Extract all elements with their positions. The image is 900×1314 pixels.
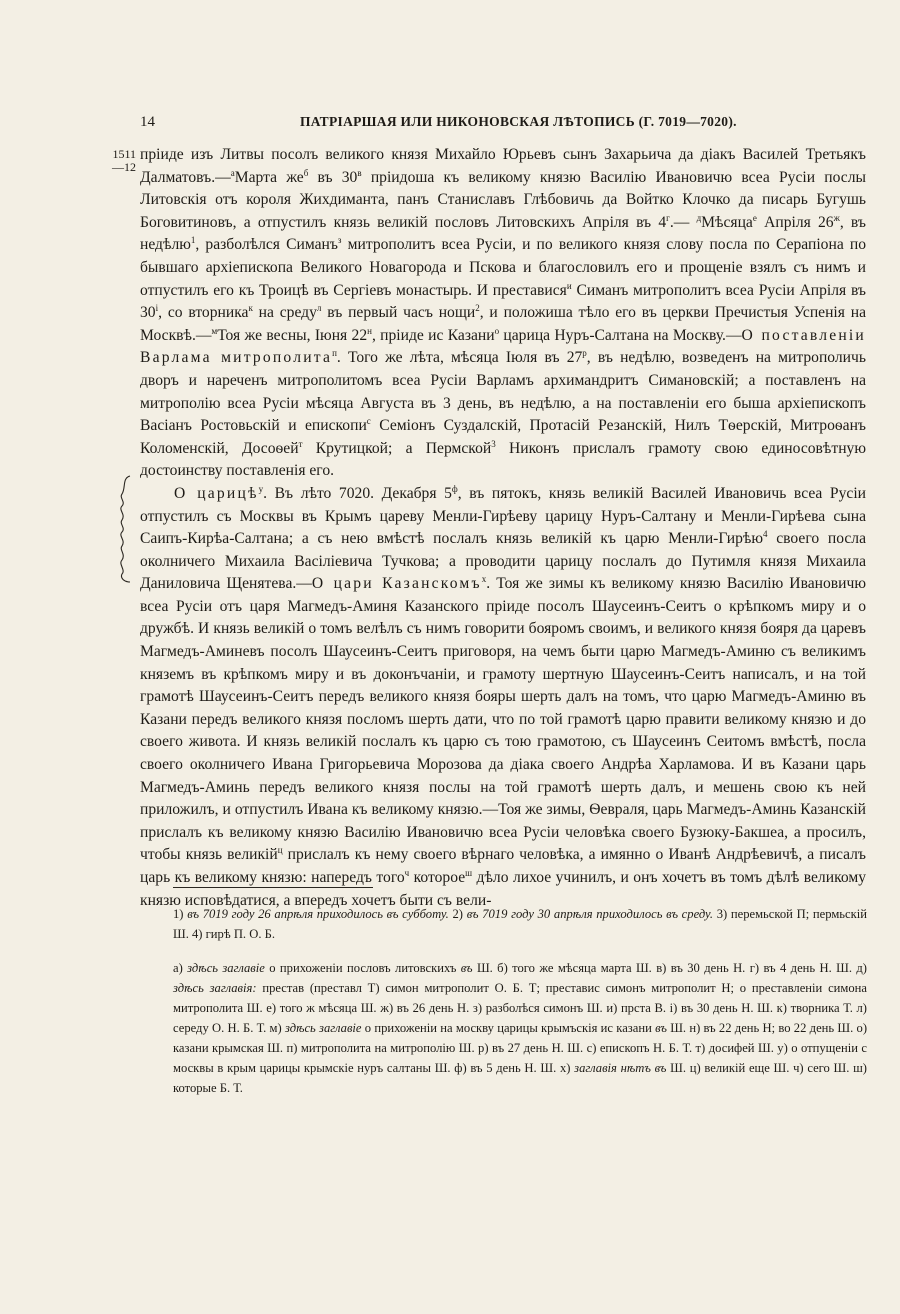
text-run: Апрiля 26 — [756, 213, 834, 231]
text-run: своего посла околничего Михаила Васiлiевича Тучкова; а проводити царицу послалъ до Путимля князя Михаила Даниловича Щенятева.— — [140, 530, 867, 593]
footnote-marker: 1 — [190, 235, 196, 246]
paragraph-1 — [140, 144, 866, 483]
text-run: . Въ лѣто 7020. Декабря 5 — [263, 484, 452, 502]
footnote-marker: 2 — [475, 302, 480, 313]
text-run: . Того же лѣта, мѣсяца Іюля въ 27 — [336, 349, 583, 367]
text-run: въ 7019 году 30 апрѣля приходилось въ среду. — [466, 907, 713, 921]
text-run: на среду — [252, 304, 317, 322]
footnote-marker: 4 — [763, 528, 768, 539]
year-margin-note — [100, 148, 136, 174]
footnote-marker: ж — [833, 212, 840, 223]
year-margin-top: 1511 — [112, 147, 136, 161]
lettered-footnotes — [173, 958, 867, 1098]
paragraph-2 — [140, 483, 866, 912]
curly-brace-icon — [116, 474, 134, 584]
footnote-marker: к — [248, 302, 253, 313]
text-run: 2) — [448, 907, 467, 921]
numbered-footnotes — [173, 904, 867, 944]
running-title: ПАТРІАРШАЯ ИЛИ НИКОНОВСКАЯ ЛѢТОПИСЬ (Г. 7019—7020). — [300, 114, 737, 129]
text-run: 1) — [173, 907, 188, 921]
text-run: здѣсь заглавiе — [187, 961, 265, 975]
text-run: , въ недѣлю, возведенъ на митрополичь дворъ и нареченъ митрополитомъ всеа Русіи Варламъ архимандритъ Симановскій; а поставленъ на митрополію всеа Русіи мѣсяца Августа въ 3 день, въ недѣлю, а на поставленіи его быша архіепископъ Васіанъ Ростовьскій и епископи — [140, 349, 866, 435]
footnote-marker: ч — [404, 867, 410, 878]
text-run: , въ недѣлю — [140, 213, 866, 254]
text-run: Мѣсяца — [701, 213, 753, 231]
text-run: здѣсь заглавiе — [284, 1021, 362, 1035]
footnote-marker: р — [582, 348, 587, 359]
text-run: которое — [409, 869, 466, 886]
text-run: о прихоженiи на москву царицы крымъскія ис казани — [361, 1021, 656, 1035]
footnote-marker: ф — [451, 483, 458, 494]
text-run: пріиде изъ Литвы посолъ великого князя Михайло Юрьевъ сынъ Захарьича да діакъ Василей Третьякъ Далматовъ.— — [140, 146, 866, 186]
text-run: , въ пятокъ, князь великій Василей Ивановичь всеа Русіи отпустилъ съ Москвы въ Крымъ цареву Менли-Гирѣеву царицу Нуръ-Салтану и Менли-Гирѣева сына Саипъ-Кирѣа-Салтана; а съ нею вмѣстѣ послалъ князь великій къ царю Менли-Гирѣю — [140, 484, 867, 548]
footnote-marker: м — [211, 325, 218, 336]
footnote-marker: ц — [277, 845, 283, 856]
chronicle-body — [140, 144, 866, 912]
text-run: Марта же — [234, 168, 304, 186]
text-run: а) — [173, 961, 188, 975]
footnote-marker: б — [303, 167, 309, 178]
text-run: о прихоженiи пословъ литовскихъ — [264, 961, 461, 975]
footnote-marker: е — [752, 212, 757, 223]
text-run: въ — [460, 961, 473, 975]
text-run: пріидоша къ великому князю Василію Ивановичю всеа Русіи послы Литовскія отъ короля Жихдиманта, панъ Станиславъ Глѣбовичь да Войтко Клочко да писарь Бугушь Боговитиновъ, а отпустилъ князь великій пословъ Литовскихъ Апрiля въ 4 — [140, 168, 866, 231]
text-run: Симанъ митрополитъ всеа Русіи Апрiля въ 30 — [140, 281, 866, 322]
section-heading-kazan: О цари Казанскомъ — [311, 575, 482, 593]
footnote-marker: л — [316, 302, 322, 313]
footnote-marker: х — [481, 574, 487, 585]
text-run: Семіонъ Суздалскій, Протасій Резанскій, Нилъ Тѳерскій, Митроѳанъ Коломенскій, Досоѳей — [140, 417, 866, 457]
text-run: въ первый часъ нощи — [321, 304, 476, 322]
section-heading-varlam: О поставленіи Варлама митрополита — [140, 326, 866, 367]
footnote-marker: о — [494, 325, 500, 336]
footnote-marker: и — [566, 280, 572, 291]
footnote-marker: і — [155, 302, 159, 313]
text-run: Тоя же весны, Іюня 22 — [217, 326, 368, 344]
text-run: митрополитъ всеа Русіи, и по великого князя слову посла по Серапіона по бывшаго архіепископа Великого Новагорода и Пскова и благословилъ его и прощеніе взялъ съ нимъ и отпустилъ его къ Троицѣ въ Сергіевъ монастырь. И преставися — [140, 236, 867, 299]
footnote-divider — [173, 887, 373, 888]
text-run: , со вторника — [158, 304, 249, 322]
text-run: , и положиша тѣло его въ церкви Пречистыя Успенія на Москвѣ.— — [140, 304, 867, 344]
text-run: заглавiя нѣтъ въ — [574, 1061, 667, 1075]
text-run: .— — [669, 213, 697, 231]
page-number: 14 — [140, 114, 155, 130]
footnote-marker: у — [258, 483, 264, 494]
text-run: , пріиде ис Казани — [371, 326, 495, 344]
footnote-marker: 3 — [491, 438, 496, 449]
text-run: престав (преставл Т) симон митрополит О. Б. Т; преставис симонъ митрополит Н; о преставленiи симона митрополита Ш. е) того ж мѣсяца Ш. ж) въ 26 день Н. з) разболѣся симонъ Ш. и) прста В. і) въ 30 день Н. Ш. к) творника Т. л) середу О. Н. Б. Т. м) — [173, 981, 867, 1035]
text-run: Ш. б) того же мѣсяца марта Ш. в) въ 30 день Н. г) въ 4 день Н. Ш. д) — [472, 961, 867, 975]
footnote-marker: т — [298, 438, 303, 449]
footnote-marker: н — [367, 325, 372, 336]
text-run: прислалъ къ нему своего вѣрнаго человѣка, а имянно о Иванѣ Андрѣевичѣ, а писалъ царь къ великому князю: напередъ того — [140, 846, 866, 886]
text-run: Ш. н) въ 22 день Н; во 22 день Ш. о) казани крымская Ш. п) митрополита на митрополiю Ш. р) въ 27 день Н. Ш. с) епископъ Н. Б. Т. т) досифей Ш. у) о отпущенiи с москвы в крым царицы крымскiе нуръ салтаны Ш. ф) въ 5 день Н. Ш. х) — [173, 1021, 868, 1075]
footnote-marker: г — [666, 212, 670, 223]
footnote-marker: з — [337, 235, 342, 246]
text-run: . Тоя же зимы къ великому князю Василію Ивановичю всеа Русіи отъ царя Магмедъ-Аминя Казанского пріиде посолъ Шаусеинъ-Сеитъ о крѣпкомъ миру и о дружбѣ. И князь великій о томъ велѣлъ съ нимъ говорити бояромъ своимъ, и великого князя бояря да царевъ Магмедъ-Аминевъ посолъ Шаусеинъ-Сеитъ приговоря, на чемъ быти царю Магмедъ-Аминю съ великимъ княземъ въ крѣпкомъ миру и въ доконъчаніи, и грамоту шертную Шаусеинъ-Сеитъ написалъ, и на той грамотѣ Шаусеинъ-Сеитъ передъ великого князя бояры шерть далъ на томъ, что царю Магмедъ-Аминю въ Казани передъ великого князя посломъ шерть дати, что по той грамотѣ царю правити великому князю и до своего живота. И князь великій послалъ къ царю съ тою грамотою, съ Шаусеинъ Сеитомъ вмѣстѣ, посла своего околничего Ивана Григорьевича Морозова да діака своего Андрѣа Харламова. И въ Казани царь Магмедъ-Аминь передъ великого князя послы на той грамотѣ шерть далъ, и мешень свою къ ней приложилъ, и отпустилъ Ивана къ великому князю.—Тоя же зимы, Ѳевраля, царь Магмедъ-Аминь Казанскій прислалъ къ великому князю Василію Ивановичю всеа Русіи человѣка своего Бузюку-Бакшеа, а просилъ, чтобы князь великій — [140, 575, 866, 864]
text-run: Ш. ц) великiй еще Ш. ч) сего Ш. ш) которые Б. Т. — [173, 1061, 868, 1095]
text-run: , разболѣлся Симанъ — [195, 236, 338, 254]
footnote-marker: в — [357, 167, 362, 178]
text-run: Никонъ прислалъ грамоту свою единосовѣтную достоинству поставленія его. — [140, 439, 866, 480]
text-run: въ — [655, 1021, 667, 1035]
footnote-marker: а — [230, 167, 235, 178]
footnote-marker: с — [366, 415, 371, 426]
section-heading-tsaritsa: О царицѣ — [174, 484, 259, 502]
footnote-marker: д — [696, 212, 702, 223]
footnote-marker: п — [332, 348, 337, 359]
text-run: 3) перемьской П; пермьскiй Ш. 4) гирѣ П. О. Б. — [173, 907, 867, 941]
year-margin-bottom: —12 — [112, 160, 136, 174]
text-run: дѣло лихое учинилъ, и онъ хочетъ въ томъ дѣлѣ великому князю исповѣдатися, а впередъ хочетъ быти съ вели- — [140, 869, 867, 909]
text-run: въ 30 — [308, 168, 358, 186]
text-run: здѣсь заглавiя: — [173, 981, 257, 995]
footnote-marker: ш — [465, 867, 473, 878]
text-run: въ 7019 году 26 апрѣля приходилось въ субботу. — [187, 907, 449, 921]
text-run: царица Нуръ-Салтана на Москву.— — [499, 326, 742, 344]
text-run: Крутицкой; а Пермской — [302, 439, 492, 457]
